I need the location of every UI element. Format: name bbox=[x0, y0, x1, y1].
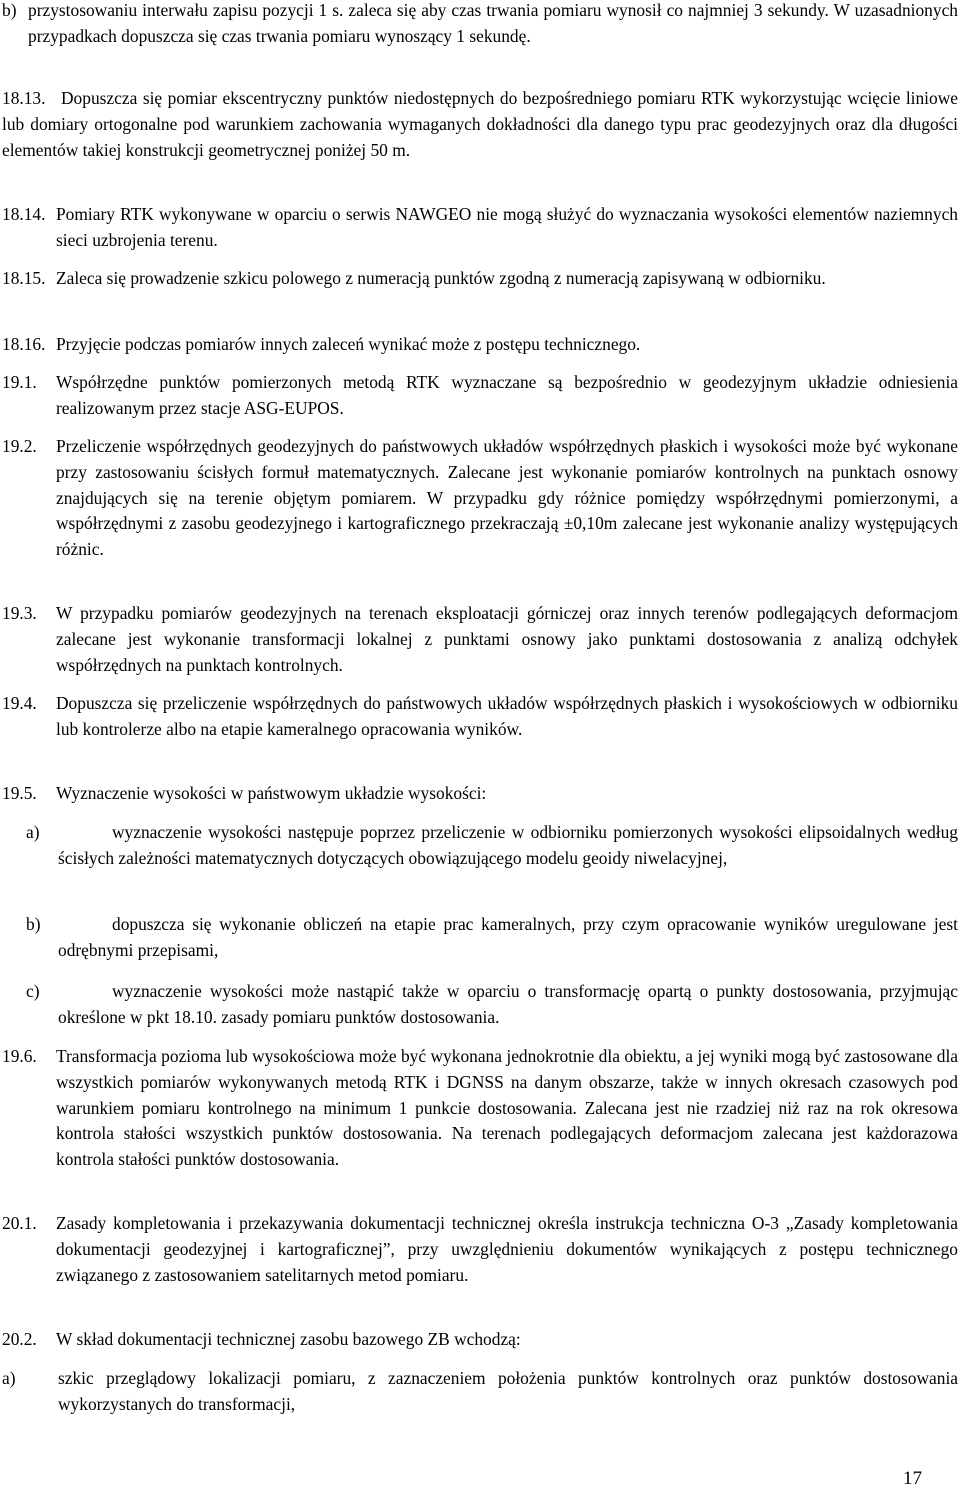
paragraph-text: Przyjęcie podczas pomiarów innych zaleceń wynikać może z postępu technicznego. bbox=[56, 334, 641, 354]
item-letter: c) bbox=[26, 981, 40, 1001]
item-text: szkic przeglądowy lokalizacji pomiaru, z zaznaczeniem położenia punktów kontrolnych oraz punktów dostosowania wykorzystanych do transformacji, bbox=[58, 1368, 958, 1414]
paragraph-number: 20.2. bbox=[2, 1329, 37, 1349]
item-number: b) bbox=[2, 0, 17, 20]
paragraph-19-1 bbox=[2, 370, 958, 422]
item-letter: b) bbox=[26, 914, 41, 934]
item-letter: a) bbox=[2, 1368, 16, 1388]
paragraph-18-16 bbox=[2, 332, 958, 358]
paragraph-19-3 bbox=[2, 601, 958, 678]
paragraph-19-4 bbox=[2, 691, 958, 743]
paragraph-text: W skład dokumentacji technicznej zasobu bazowego ZB wchodzą: bbox=[56, 1329, 521, 1349]
paragraph-20-2 bbox=[2, 1327, 958, 1353]
paragraph-number: 18.14. bbox=[2, 204, 46, 224]
paragraph-number: 19.5. bbox=[2, 783, 37, 803]
paragraph-18-13 bbox=[2, 86, 958, 163]
list-item-19-5-a bbox=[2, 820, 958, 872]
paragraph-number: 19.4. bbox=[2, 693, 37, 713]
paragraph-text: W przypadku pomiarów geodezyjnych na terenach eksploatacji górniczej oraz innych terenów podlegających deformacjom zalecane jest wykonanie transformacji lokalnej z punktami osnowy jako punktami dostosowania z analizą odchyłek współrzędnych na punktach kontrolnych. bbox=[56, 603, 958, 675]
list-item-20-2-a bbox=[2, 1366, 958, 1418]
list-item-19-5-b bbox=[2, 912, 958, 964]
paragraph-19-2 bbox=[2, 434, 958, 563]
paragraph-text: Transformacja pozioma lub wysokościowa może być wykonana jednokrotnie dla obiektu, a jej wyniki mogą być zastosowane dla wszystkich pomiarów wykonywanych metodą RTK i DGNSS na danym obszarze, także w innych okresach czasowych pod warunkiem pomiaru kontrolnego na minimum 1 punkcie dostosowania. Zalecana jest nie rzadziej niż raz na rok okresowa kontrola stałości wszystkich punktów dostosowania. Na terenach podlegających deformacjom zalecana jest każdorazowa kontrola stałości punktów dostosowania. bbox=[56, 1046, 958, 1170]
paragraph-number: 19.6. bbox=[2, 1046, 37, 1066]
item-text: wyznaczenie wysokości następuje poprzez przeliczenie w odbiorniku pomierzonych wysokości elipsoidalnych według ścisłych zależności matematycznych dotyczących obowiązującego modelu geoidy niwelacyjnej, bbox=[58, 822, 958, 868]
paragraph-text: Współrzędne punktów pomierzonych metodą RTK wyznaczane są bezpośrednio w geodezyjnym układzie odniesienia realizowanym przez stacje ASG-EUPOS. bbox=[56, 372, 958, 418]
paragraph-text: Wyznaczenie wysokości w państwowym układzie wysokości: bbox=[56, 783, 487, 803]
paragraph-19-5 bbox=[2, 781, 958, 807]
item-text: dopuszcza się wykonanie obliczeń na etapie prac kameralnych, przy czym opracowanie wyników uregulowane jest odrębnymi przepisami, bbox=[58, 914, 958, 960]
paragraph-18-15 bbox=[2, 266, 958, 292]
paragraph-text: Zasady kompletowania i przekazywania dokumentacji technicznej określa instrukcja techniczna O-3 „Zasady kompletowania dokumentacji geodezyjnej i kartograficznej”, przy uwzględnieniu dokumentów wynikających z postępu technicznego związanego z zastosowaniem satelitarnych metod pomiaru. bbox=[56, 1213, 958, 1285]
paragraph-number: 19.3. bbox=[2, 603, 37, 623]
paragraph-number: 19.1. bbox=[2, 372, 37, 392]
paragraph-19-6 bbox=[2, 1044, 958, 1173]
list-item-b-top bbox=[2, 0, 958, 50]
paragraph-20-1 bbox=[2, 1211, 958, 1288]
paragraph-number: 18.16. bbox=[2, 334, 46, 354]
paragraph-text: Dopuszcza się pomiar ekscentryczny punktów niedostępnych do bezpośredniego pomiaru RTK wykorzystując wcięcie liniowe lub domiary ortogonalne pod warunkiem zachowania wymaganych dokładności dla danego typu prac geodezyjnych oraz dla długości elementów takiej konstrukcji geometrycznej poniżej 50 m. bbox=[2, 88, 958, 160]
paragraph-text: Przeliczenie współrzędnych geodezyjnych do państwowych układów współrzędnych płaskich i wysokości może być wykonane przy zastosowaniu ścisłych formuł matematycznych. Zalecane jest wykonanie pomiarów kontrolnych na punktach osnowy znajdujących się na terenie objętym pomiarem. W przypadku gdy różnice pomiędzy współrzędnymi pomierzonymi, a współrzędnymi z zasobu geodezyjnego i kartograficznego przekraczają ±0,10m zalecane jest wykonanie analizy występujących różnic. bbox=[56, 436, 958, 560]
paragraph-text: Zaleca się prowadzenie szkicu polowego z numeracją punktów zgodną z numeracją zapisywaną w odbiorniku. bbox=[56, 268, 826, 288]
paragraph-18-14 bbox=[2, 202, 958, 254]
page-number: 17 bbox=[903, 1468, 922, 1489]
paragraph-text: Dopuszcza się przeliczenie współrzędnych do państwowych układów współrzędnych płaskich i wysokościowych w odbiorniku lub kontrolerze albo na etapie kameralnego opracowania wyników. bbox=[56, 693, 958, 739]
list-item-19-5-c bbox=[2, 979, 958, 1031]
paragraph-number: 19.2. bbox=[2, 436, 37, 456]
item-text: przystosowaniu interwału zapisu pozycji 1 s. zaleca się aby czas trwania pomiaru wynosił co najmniej 3 sekundy. W uzasadnionych przypadkach dopuszcza się czas trwania pomiaru wynoszący 1 sekundę. bbox=[28, 0, 958, 46]
paragraph-number: 18.13. bbox=[2, 88, 46, 108]
paragraph-text: Pomiary RTK wykonywane w oparciu o serwis NAWGEO nie mogą służyć do wyznaczania wysokości elementów naziemnych sieci uzbrojenia terenu. bbox=[56, 204, 958, 250]
paragraph-number: 18.15. bbox=[2, 268, 46, 288]
paragraph-number: 20.1. bbox=[2, 1213, 37, 1233]
item-letter: a) bbox=[26, 822, 40, 842]
item-text: wyznaczenie wysokości może nastąpić także w oparciu o transformację opartą o punkty dostosowania, przyjmując określone w pkt 18.10. zasady pomiaru punktów dostosowania. bbox=[58, 981, 958, 1027]
